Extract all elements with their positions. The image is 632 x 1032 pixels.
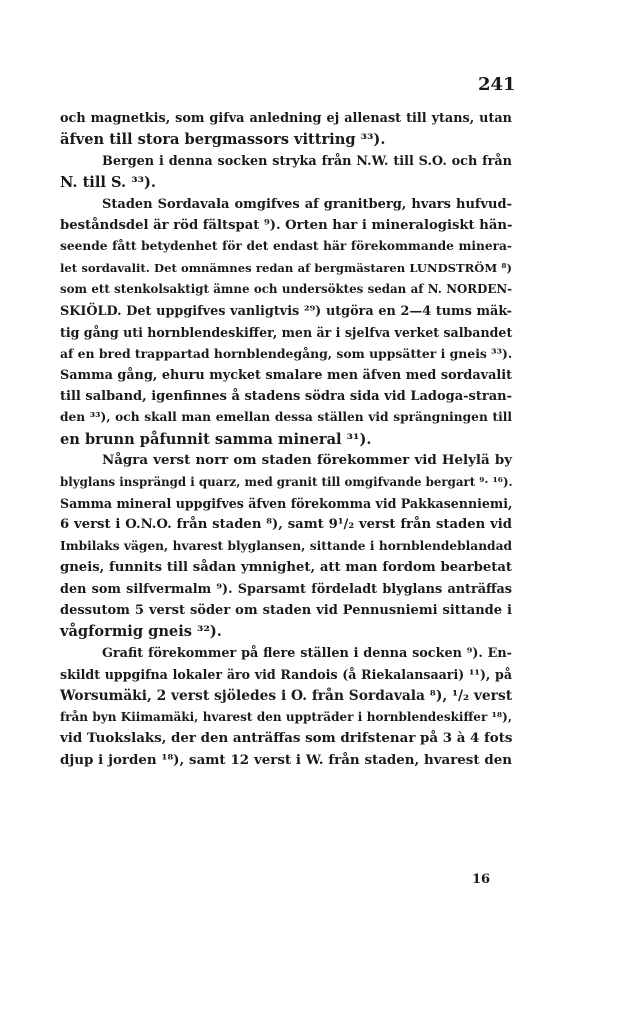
text-line: Imbilaks vägen, hvarest blyglansen, sittande i hornblendeblandad	[60, 538, 512, 553]
text-line: 6 verst i O.N.O. från staden ⁸), samt 9¹/₂ verst från staden vid	[60, 517, 512, 533]
text-line: vid Tuokslaks, der den anträffas som drifstenar på 3 à 4 fots	[60, 730, 513, 747]
text-line: gneis, funnits till sådan ymnighet, att man fordom bearbetat	[60, 560, 512, 576]
text-line: Samma mineral uppgifves äfven förekomma vid Pakkasenniemi,	[60, 496, 513, 512]
text-line: beståndsdel är röd fältspat ⁹). Orten har i mineralogiskt hän-	[60, 217, 513, 233]
text-line: let sordavalit. Det omnämnes redan af bergmästaren LUNDSTRÖM ⁸)	[60, 260, 512, 275]
text-line: vågformig gneis ³²).	[60, 623, 222, 641]
text-line: SKIÖLD. Det uppgifves vanligtvis ²⁹) utgöra en 2—4 tums mäk-	[60, 303, 512, 319]
text-line: Staden Sordavala omgifves af granitberg, hvars hufvud-	[102, 196, 512, 212]
text-line: N. till S. ³³).	[60, 174, 156, 192]
text-line: af en bred trappartad hornblendegång, som uppsätter i gneis ³³).	[60, 346, 513, 362]
text-line: tig gång uti hornblendeskiffer, men är i sjelfva verket salbandet	[60, 324, 513, 340]
text-line: den som silfvermalm ⁹). Sparsamt fördeladt blyglans anträffas	[60, 581, 512, 597]
text-line: dessutom 5 verst söder om staden vid Pennusniemi sittande i	[60, 602, 512, 618]
text-line: Några verst norr om staden förekommer vid Helylä by	[102, 452, 512, 469]
text-line: äfven till stora bergmassors vittring ³³).	[60, 131, 386, 149]
text-line: djup i jorden ¹⁸), samt 12 verst i W. från staden, hvarest den	[60, 751, 512, 768]
text-line: Bergen i denna socken stryka från N.W. till S.O. och från	[102, 153, 512, 169]
signature-mark: 16	[472, 872, 491, 887]
text-line: Grafit förekommer på flere ställen i denna socken ⁹). En-	[102, 645, 512, 661]
text-line: till salband, igenfinnes å stadens södra sida vid Ladoga-stran-	[60, 389, 512, 405]
text-line: Worsumäki, 2 verst sjöledes i O. från Sordavala ⁸), ¹/₂ verst	[60, 687, 513, 704]
text-line: som ett stenkolsaktigt ämne och undersöktes sedan af N. NORDEN-	[60, 282, 512, 297]
text-line: från byn Kiimamäki, hvarest den uppträder i hornblendeskiffer ¹⁸),	[60, 709, 512, 724]
text-line: den ³³), och skall man emellan dessa ställen vid sprängningen till	[60, 410, 512, 425]
text-line: en brunn påfunnit samma mineral ³¹).	[60, 430, 372, 448]
text-line: skildt uppgifna lokaler äro vid Randois (å Riekalansaari) ¹¹), på	[60, 667, 512, 683]
text-line: blyglans insprängd i quarz, med granit till omgifvande bergart ⁹· ¹⁶).	[60, 474, 513, 489]
page-number: 241	[478, 74, 516, 95]
text-line: Samma gång, ehuru mycket smalare men äfven med sordavalit	[60, 367, 512, 383]
text-line: seende fått betydenhet för det endast här förekommande minera-	[60, 239, 512, 254]
body-text	[60, 108, 512, 771]
text-line: och magnetkis, som gifva anledning ej allenast till ytans, utan	[60, 111, 512, 126]
